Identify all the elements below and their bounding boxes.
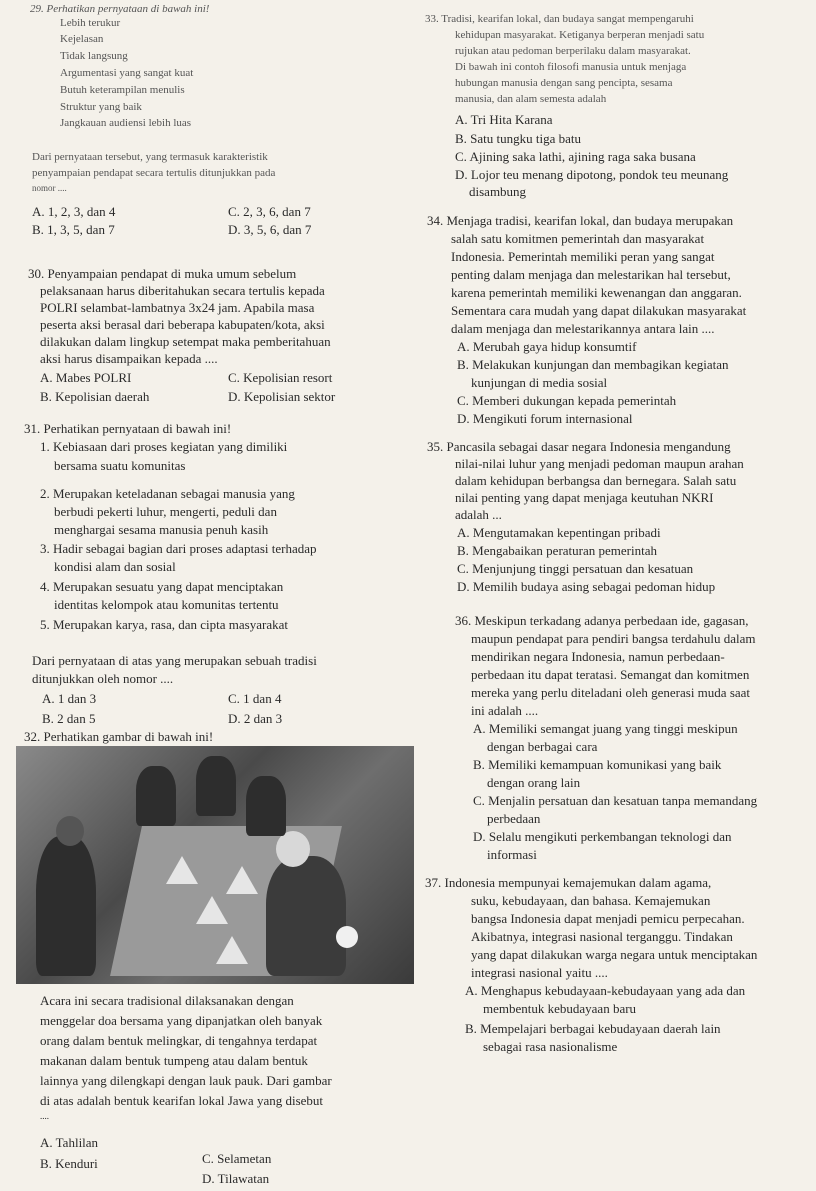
q33-line-1: 33. Tradisi, kearifan lokal, dan budaya sangat mempengaruhi bbox=[425, 13, 694, 25]
q36-line-1: 36. Meskipun terkadang adanya perbedaan ide, gagasan, bbox=[455, 613, 749, 628]
q36-option-a-cont: dengan berbagai cara bbox=[487, 739, 598, 754]
q31-stem-1: Dari pernyataan di atas yang merupakan sebuah tradisi bbox=[32, 653, 317, 668]
q37-option-b[interactable]: B. Mempelajari berbagai kebudayaan daerah lain bbox=[465, 1021, 721, 1036]
q35-option-d[interactable]: D. Memilih budaya asing sebagai pedoman hidup bbox=[457, 579, 716, 594]
q30-option-d[interactable]: D. Kepolisian sektor bbox=[228, 389, 336, 404]
q31-option-b[interactable]: B. 2 dan 5 bbox=[42, 711, 96, 726]
q34-option-b-cont: kunjungan di media sosial bbox=[471, 375, 608, 390]
q30-line-4: peserta aksi berasal dari beberapa kabupaten/kota, aksi bbox=[40, 317, 325, 332]
q33-line-4: Di bawah ini contoh filosofi manusia untuk menjaga bbox=[455, 61, 687, 73]
q32-text-7: .... bbox=[40, 1111, 49, 1121]
q31-statement-3: 3. Hadir sebagai bagian dari proses adaptasi terhadap bbox=[40, 541, 317, 556]
q29-item-3: Tidak langsung bbox=[60, 50, 128, 62]
q29-stem-3: nomor .... bbox=[32, 183, 67, 193]
q29-option-b[interactable]: B. 1, 3, 5, dan 7 bbox=[32, 222, 115, 237]
q31-stem-2: ditunjukkan oleh nomor .... bbox=[32, 671, 174, 686]
q35-line-2: nilai-nilai luhur yang menjadi pedoman maupun arahan bbox=[455, 456, 744, 471]
q36-line-6: ini adalah .... bbox=[471, 703, 539, 718]
q31-statement-2-cont2: menghargai sesama manusia penuh kasih bbox=[54, 522, 269, 537]
q35-line-4: nilai penting yang dapat menjaga keutuhan NKRI bbox=[455, 490, 714, 505]
q31-statement-4-cont: identitas kelompok atau komunitas tertentu bbox=[54, 597, 279, 612]
q30-option-c[interactable]: C. Kepolisian resort bbox=[228, 370, 333, 385]
q30-line-3: POLRI selambat-lambatnya 3x24 jam. Apabila masa bbox=[40, 300, 315, 315]
q33-option-c[interactable]: C. Ajining saka lathi, ajining raga saka busana bbox=[455, 149, 696, 164]
q31-option-d[interactable]: D. 2 dan 3 bbox=[228, 711, 283, 726]
q37-line-3: bangsa Indonesia dapat menjadi pemicu perpecahan. bbox=[471, 911, 745, 926]
q36-option-b[interactable]: B. Memiliki kemampuan komunikasi yang baik bbox=[473, 757, 722, 772]
q34-line-6: Sementara cara mudah yang dapat dilakukan masyarakat bbox=[451, 303, 747, 318]
q32-option-d[interactable]: D. Tilawatan bbox=[202, 1171, 270, 1186]
q29-item-2: Kejelasan bbox=[60, 33, 104, 45]
q35-line-3: dalam kehidupan berbangsa dan bernegara. Salah satu bbox=[455, 473, 737, 488]
q31-statement-3-cont: kondisi alam dan sosial bbox=[54, 559, 176, 574]
kenduri-photo bbox=[16, 746, 414, 984]
q35-line-1: 35. Pancasila sebagai dasar negara Indonesia mengandung bbox=[427, 439, 731, 454]
q32-heading: 32. Perhatikan gambar di bawah ini! bbox=[24, 729, 214, 744]
q33-line-6: manusia, dan alam semesta adalah bbox=[455, 93, 607, 105]
q36-option-d-cont: informasi bbox=[487, 847, 537, 862]
q37-line-4: Akibatnya, integrasi nasional terganggu. Tindakan bbox=[471, 929, 733, 944]
q36-option-a[interactable]: A. Memiliki semangat juang yang tinggi meskipun bbox=[473, 721, 738, 736]
q34-option-c[interactable]: C. Memberi dukungan kepada pemerintah bbox=[457, 393, 677, 408]
q31-statement-1: 1. Kebiasaan dari proses kegiatan yang dimiliki bbox=[40, 439, 288, 454]
q36-option-c[interactable]: C. Menjalin persatuan dan kesatuan tanpa memandang bbox=[473, 793, 758, 808]
q29-stem-2: penyampaian pendapat secara tertulis ditunjukkan pada bbox=[32, 167, 276, 179]
q32-option-c[interactable]: C. Selametan bbox=[202, 1151, 272, 1166]
q32-text-4: makanan dalam bentuk tumpeng atau dalam bentuk bbox=[40, 1053, 308, 1068]
q34-line-7: dalam menjaga dan melestarikannya antara lain .... bbox=[451, 321, 715, 336]
q36-option-b-cont: dengan orang lain bbox=[487, 775, 581, 790]
q29-item-4: Argumentasi yang sangat kuat bbox=[60, 67, 194, 79]
q37-option-a-cont: membentuk kebudayaan baru bbox=[483, 1001, 637, 1016]
q33-option-d[interactable]: D. Lojor teu menang dipotong, pondok teu meunang bbox=[455, 167, 729, 182]
q35-option-a[interactable]: A. Mengutamakan kepentingan pribadi bbox=[457, 525, 661, 540]
q29-option-c[interactable]: C. 2, 3, 6, dan 7 bbox=[228, 204, 311, 219]
q33-option-a[interactable]: A. Tri Hita Karana bbox=[455, 112, 553, 127]
q35-option-b[interactable]: B. Mengabaikan peraturan pemerintah bbox=[457, 543, 657, 558]
q32-text-2: menggelar doa bersama yang dipanjatkan oleh banyak bbox=[40, 1013, 323, 1028]
q30-line-2: pelaksanaan harus diberitahukan secara tertulis kepada bbox=[40, 283, 325, 298]
q34-option-a[interactable]: A. Merubah gaya hidup konsumtif bbox=[457, 339, 637, 354]
q33-line-2: kehidupan masyarakat. Ketiganya berperan menjadi satu bbox=[455, 29, 705, 41]
q37-option-b-cont: sebagai rasa nasionalisme bbox=[483, 1039, 618, 1054]
q31-heading: 31. Perhatikan pernyataan di bawah ini! bbox=[24, 421, 232, 436]
q29-item-5: Butuh keterampilan menulis bbox=[60, 84, 185, 96]
q31-statement-2-cont1: berbudi pekerti luhur, mengerti, peduli dan bbox=[54, 504, 277, 519]
q32-text-6: di atas adalah bentuk kearifan lokal Jawa yang disebut bbox=[40, 1093, 324, 1108]
q36-line-4: perbedaan itu dapat teratasi. Semangat dan komitmen bbox=[471, 667, 750, 682]
q34-option-d[interactable]: D. Mengikuti forum internasional bbox=[457, 411, 633, 426]
q36-option-d[interactable]: D. Selalu mengikuti perkembangan teknologi dan bbox=[473, 829, 732, 844]
q37-line-1: 37. Indonesia mempunyai kemajemukan dalam agama, bbox=[425, 875, 712, 890]
q35-option-c[interactable]: C. Menjunjung tinggi persatuan dan kesatuan bbox=[457, 561, 694, 576]
q36-line-5: mereka yang perlu diteladani oleh generasi muda saat bbox=[471, 685, 751, 700]
q36-line-2: maupun pendapat para pendiri bangsa terdahulu dalam bbox=[471, 631, 756, 646]
q37-line-5: yang dapat dilakukan warga negara untuk menciptakan bbox=[471, 947, 758, 962]
q29-item-7: Jangkauan audiensi lebih luas bbox=[60, 117, 192, 129]
q32-option-b[interactable]: B. Kenduri bbox=[40, 1156, 98, 1171]
q35-line-5: adalah ... bbox=[455, 507, 502, 522]
q34-option-b[interactable]: B. Melakukan kunjungan dan membagikan kegiatan bbox=[457, 357, 729, 372]
q31-statement-5: 5. Merupakan karya, rasa, dan cipta masyarakat bbox=[40, 617, 288, 632]
q32-text-3: orang dalam bentuk melingkar, di tengahnya terdapat bbox=[40, 1033, 318, 1048]
q29-option-d[interactable]: D. 3, 5, 6, dan 7 bbox=[228, 222, 312, 237]
q31-option-a[interactable]: A. 1 dan 3 bbox=[42, 691, 97, 706]
q34-line-2: salah satu komitmen pemerintah dan masyarakat bbox=[451, 231, 705, 246]
q32-text-1: Acara ini secara tradisional dilaksanakan dengan bbox=[40, 993, 294, 1008]
q29-item-1: Lebih terukur bbox=[60, 17, 121, 29]
q30-option-b[interactable]: B. Kepolisian daerah bbox=[40, 389, 150, 404]
q31-statement-1-cont: bersama suatu komunitas bbox=[54, 458, 186, 473]
q29-stem-1: Dari pernyataan tersebut, yang termasuk karakteristik bbox=[32, 151, 268, 163]
q34-line-4: penting dalam menjaga dan melestarikan hal tersebut, bbox=[451, 267, 731, 282]
q30-line-1: 30. Penyampaian pendapat di muka umum sebelum bbox=[28, 266, 297, 281]
q31-option-c[interactable]: C. 1 dan 4 bbox=[228, 691, 282, 706]
q37-option-a[interactable]: A. Menghapus kebudayaan-kebudayaan yang ada dan bbox=[465, 983, 746, 998]
q37-line-6: integrasi nasional yaitu .... bbox=[471, 965, 608, 980]
q29-option-a[interactable]: A. 1, 2, 3, dan 4 bbox=[32, 204, 116, 219]
q36-line-3: mendirikan negara Indonesia, namun perbedaan- bbox=[471, 649, 725, 664]
q37-line-2: suku, kebudayaan, dan bahasa. Kemajemukan bbox=[471, 893, 711, 908]
q36-option-c-cont: perbedaan bbox=[487, 811, 541, 826]
q31-statement-4: 4. Merupakan sesuatu yang dapat menciptakan bbox=[40, 579, 284, 594]
q30-option-a[interactable]: A. Mabes POLRI bbox=[40, 370, 132, 385]
q33-option-d-cont: disambung bbox=[469, 184, 527, 199]
q31-statement-2: 2. Merupakan keteladanan sebagai manusia yang bbox=[40, 486, 295, 501]
q29-heading: 29. Perhatikan pernyataan di bawah ini! bbox=[30, 3, 210, 15]
q33-line-3: rujukan atau pedoman berperilaku dalam masyarakat. bbox=[455, 45, 691, 57]
q34-line-3: Indonesia. Pemerintah memiliki peran yang sangat bbox=[451, 249, 715, 264]
q30-line-6: aksi harus disampaikan kepada .... bbox=[40, 351, 218, 366]
q32-option-a[interactable]: A. Tahlilan bbox=[40, 1135, 99, 1150]
q34-line-5: karena pemerintah memiliki kewenangan dan anggaran. bbox=[451, 285, 742, 300]
q32-text-5: lainnya yang dilengkapi dengan lauk pauk. Dari gambar bbox=[40, 1073, 332, 1088]
q29-item-6: Struktur yang baik bbox=[60, 101, 142, 113]
q33-line-5: hubungan manusia dengan sang pencipta, sesama bbox=[455, 77, 673, 89]
q33-option-b[interactable]: B. Satu tungku tiga batu bbox=[455, 131, 582, 146]
q34-line-1: 34. Menjaga tradisi, kearifan lokal, dan budaya merupakan bbox=[427, 213, 734, 228]
q30-line-5: dilakukan dalam lingkup setempat maka pemberitahuan bbox=[40, 334, 331, 349]
